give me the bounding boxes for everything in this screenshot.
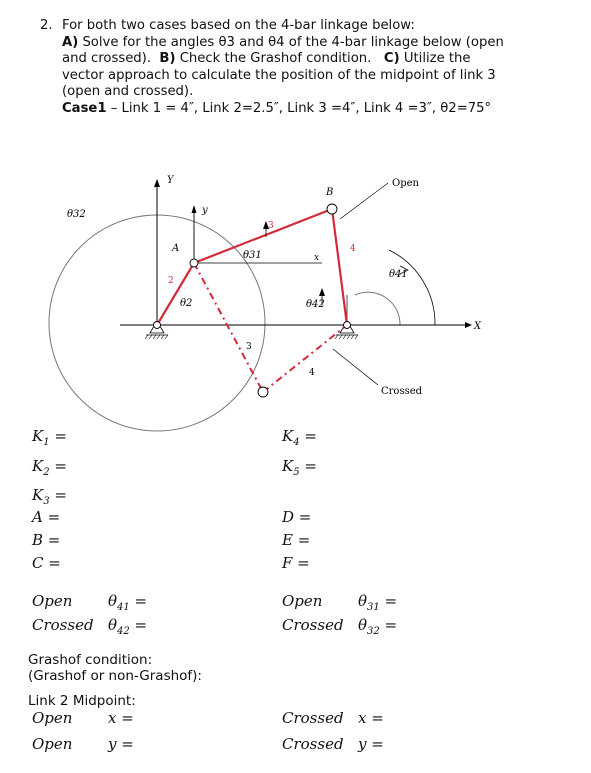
field-k3: $K_3$ = [32,486,67,507]
field-e: E = [282,531,311,549]
problem-case-line [62,101,491,118]
field-theta41: $\theta_{41}$ = [108,592,148,613]
field-theta31: $\theta_{31}$ = [358,592,398,613]
label-crossed-1: Crossed [32,616,94,634]
part-c-tag: C) [383,51,400,66]
field-open-y: y = [108,735,134,753]
theta4-arc [355,292,400,325]
theta42-arrow-head-icon [319,288,325,296]
label-link-3-crossed: 3 [246,342,252,352]
problem-number: 2. [40,18,53,33]
field-crossed-x: x = [358,709,384,727]
part-b-tag: B) [159,51,176,66]
label-link-2: 2 [168,276,174,286]
label-Y: Y [167,175,174,186]
label-open-1: Open [32,592,73,610]
field-d: D = [282,508,312,526]
problem-line-2 [62,35,504,52]
x-axis-arrow-icon [465,322,472,328]
label-local-x: x [314,253,320,263]
field-theta32: $\theta_{32}$ = [358,616,398,637]
field-crossed-y: y = [358,735,384,753]
label-open-4: Open [32,735,73,753]
part-a-text: Solve for the angles θ3 and θ4 of the 4-bar linkage below (open [82,34,504,50]
label-B: B [326,187,334,198]
label-A: A [172,243,180,254]
label-open-2: Open [282,592,323,610]
label-crossed-3: Crossed [282,709,344,727]
open-callout-line [340,183,388,219]
link-3-crossed [194,263,263,392]
field-open-x: x = [108,709,134,727]
joint-o4 [344,322,351,329]
link-3-open [194,209,332,263]
problem-line-5: (open and crossed). [62,84,194,99]
problem-line-4: vector approach to calculate the position of the midpoint of link 3 [62,67,496,83]
label-theta31: θ31 [243,250,262,261]
label-theta32: θ32 [67,209,86,220]
field-k4: $K_4$ = [282,427,317,448]
joint-b-open [327,204,337,214]
label-open: Open [392,178,419,189]
field-k1: $K_1$ = [32,427,67,448]
label-crossed: Crossed [381,386,423,397]
grashof-prompt: (Grashof or non-Grashof): [28,668,202,684]
label-link-4-open: 4 [350,244,356,254]
y-axis-arrow-icon [154,179,160,187]
label-open-3: Open [32,709,73,727]
problem-line-1: For both two cases based on the 4-bar linkage below: [62,18,415,33]
local-y-arrow-icon [192,205,197,213]
link-4-crossed [263,325,347,392]
grashof-title: Grashof condition: [28,652,153,668]
label-link-3-open: 3 [268,221,274,231]
case-title: Case1 [62,100,107,116]
label-theta2: θ2 [180,298,193,309]
joint-a [190,259,198,267]
label-crossed-2: Crossed [282,616,344,634]
field-f: F = [282,554,310,572]
label-link-4-crossed: 4 [309,368,315,378]
theta41-arc [389,250,435,325]
label-crossed-4: Crossed [282,735,344,753]
label-theta42: θ42 [306,299,325,310]
midpoint-title: Link 2 Midpoint: [28,693,136,709]
problem-line-3: and crossed). B) Check the Grashof condition. C) Utilize the [62,51,471,66]
part-a-tag: A) [62,34,79,50]
joint-b-crossed [258,387,268,397]
field-a: A = [32,508,61,526]
label-X: X [474,321,482,332]
field-c: C = [32,554,61,572]
field-b: B = [32,531,61,549]
link-4-open [332,209,347,325]
fourbar-linkage-figure [67,165,490,410]
part-c-text: Utilize the [403,51,471,66]
field-k2: $K_2$ = [32,457,67,478]
case-text: – Link 1 = 4″, Link 2=2.5″, Link 3 =4″, Link 4 =3″, θ2=75° [110,100,492,116]
link-2 [157,263,194,325]
part-b-text: Check the Grashof condition. [179,51,372,66]
field-theta42: $\theta_{42}$ = [108,616,148,637]
crossed-callout-line [333,349,378,385]
label-local-y: y [202,205,208,216]
joint-o2 [154,322,161,329]
label-theta41: θ41 [389,269,408,280]
field-k5: $K_5$ = [282,457,317,478]
